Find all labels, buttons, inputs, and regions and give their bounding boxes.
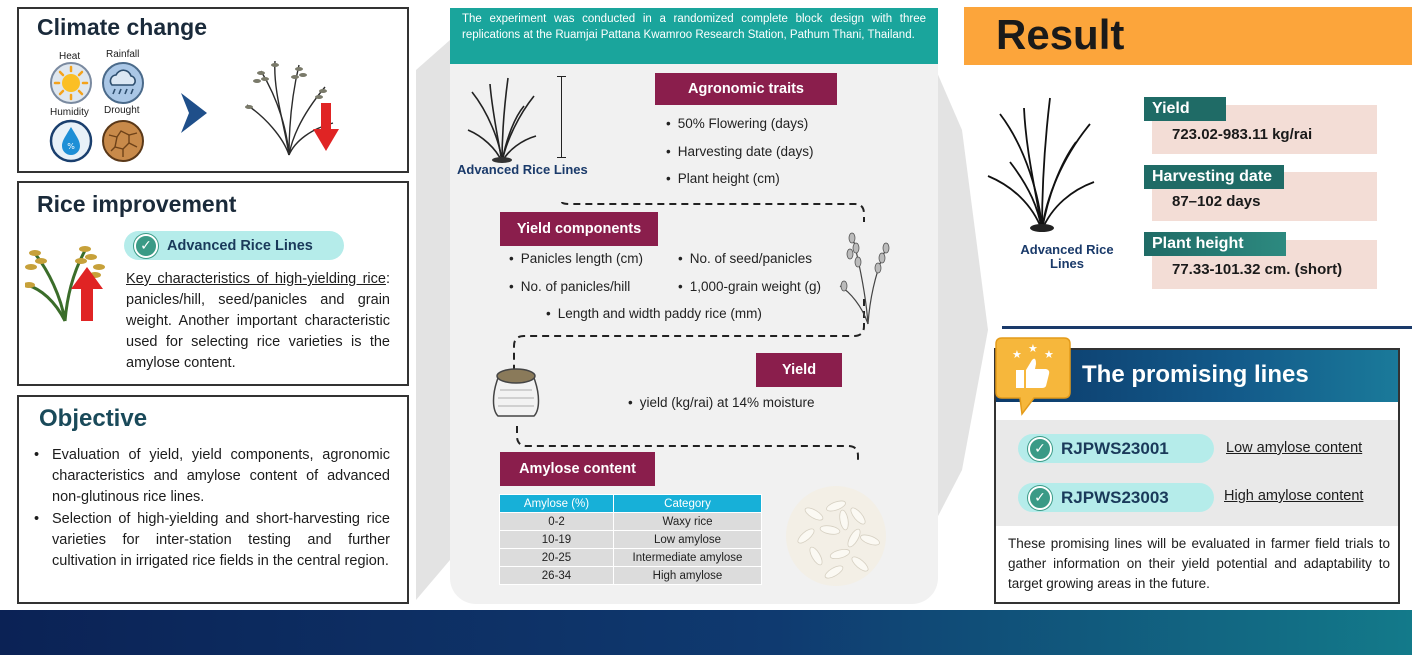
amylose-column-header: Amylose (%) (500, 495, 614, 513)
advanced-rice-lines-pill (124, 231, 344, 260)
category-column-header: Category (614, 495, 762, 513)
rice-plant-decline-icon (239, 51, 339, 162)
svg-text:★: ★ (1044, 348, 1054, 361)
line-rjpws23003-note: High amylose content (1224, 488, 1364, 504)
agronomic-item-3: • Plant height (cm) (666, 171, 780, 186)
rice-improvement-text (126, 269, 390, 374)
yield-item: • yield (kg/rai) at 14% moisture (628, 395, 815, 410)
line-rjpws23001-note: Low amylose content (1226, 440, 1363, 456)
amylose-cell: 26-34 (500, 567, 614, 585)
yield-label: Yield (1144, 97, 1226, 121)
category-cell: High amylose (614, 567, 762, 585)
method-banner-text: The experiment was conducted in a randomized complete block design with three replications at the Ruamjai Pattana Kwamroo Research Station, Pathum Thani, Thailand. (462, 13, 926, 41)
yield-component-item-3: • No. of panicles/hill (509, 279, 630, 294)
humidity-drop-icon (49, 119, 93, 168)
category-cell: Waxy rice (614, 513, 762, 531)
rice-panicle-icon (838, 226, 898, 331)
rain-cloud-icon (101, 61, 145, 110)
line-rjpws23003-pill (1018, 483, 1214, 512)
svg-text:★: ★ (1028, 342, 1038, 355)
result-plant-label: Advanced Rice Lines (1020, 242, 1114, 271)
objective-title: Objective (39, 405, 148, 432)
height-indicator-bottom (557, 157, 566, 158)
svg-text:%: % (67, 142, 75, 151)
yield-component-item-1: • Panicles length (cm) (509, 251, 643, 266)
svg-text:★: ★ (1012, 348, 1022, 361)
method-banner (450, 8, 938, 64)
height-indicator-line (561, 76, 562, 158)
yield-components-header: Yield components (500, 212, 658, 246)
table-row (500, 567, 762, 585)
rice-grains-icon (784, 484, 888, 593)
amylose-cell: 10-19 (500, 531, 614, 549)
key-characteristics-label: Key characteristics of high-yielding rice (126, 271, 386, 287)
table-row (500, 531, 762, 549)
table-row (500, 549, 762, 567)
climate-change-title: Climate change (37, 14, 207, 40)
objective-panel (17, 395, 409, 604)
table-row (500, 513, 762, 531)
climate-change-panel (17, 7, 409, 173)
agronomic-item-2: • Harvesting date (days) (666, 144, 814, 159)
harvesting-date-value: 87–102 days (1172, 193, 1261, 210)
thumbs-up-badge-icon (990, 336, 1076, 421)
yield-value: 723.02-983.11 kg/rai (1172, 126, 1313, 143)
rainfall-label: Rainfall (106, 49, 140, 60)
check-icon: ✓ (1028, 486, 1052, 510)
yield-component-item-5: • Length and width paddy rice (mm) (546, 306, 762, 321)
amylose-table (499, 494, 762, 585)
line-rjpws23001-name: RJPWS23001 (1061, 438, 1169, 458)
rice-improvement-panel (17, 181, 409, 386)
amylose-content-header: Amylose content (500, 452, 655, 486)
promising-lines-title: The promising lines (1082, 361, 1309, 388)
footer-band (0, 610, 1412, 655)
humidity-label: Humidity (50, 107, 89, 118)
objective-item-2 (34, 509, 390, 572)
line-rjpws23003-name: RJPWS23003 (1061, 487, 1169, 507)
result-rice-plant-icon (986, 88, 1096, 239)
result-title: Result (996, 11, 1125, 58)
yield-component-item-4: • 1,000-grain weight (g) (678, 279, 821, 294)
advanced-rice-lines-label: Advanced Rice Lines (167, 237, 313, 254)
objective-item-1-text: Evaluation of yield, yield components, agronomic characteristics and amylose content of advanced non-glutinous rice lines. (52, 447, 390, 505)
yield-component-item-2: • No. of seed/panicles (678, 251, 812, 266)
yield-header: Yield (756, 353, 842, 387)
promising-lines-footer: These promising lines will be evaluated in farmer field trials to gather information on their yield potential and adaptability to target growing areas in the future. (1008, 536, 1390, 591)
objective-item-2-text: Selection of high-yielding and short-harvesting rice varieties for inter-station testing and further cultivation in irrigated rice fields in the central region. (52, 511, 390, 569)
rice-improvement-title: Rice improvement (37, 191, 237, 217)
agronomic-item-1: • 50% Flowering (days) (666, 116, 808, 131)
result-divider (1002, 326, 1412, 329)
rice-sack-icon (490, 364, 542, 425)
key-characteristics-text: : panicles/hill, seed/panicles and grain weight. Another important characteristic used for selecting rice varieties is the amylose content. (126, 271, 390, 371)
arrow-right-icon (179, 91, 209, 140)
method-plant-label: Advanced Rice Lines (457, 162, 588, 177)
rice-plant-icon (466, 72, 538, 169)
harvesting-date-label: Harvesting date (1144, 165, 1284, 189)
plant-height-label: Plant height (1144, 232, 1286, 256)
agronomic-traits-header: Agronomic traits (655, 73, 837, 105)
check-icon: ✓ (1028, 437, 1052, 461)
height-indicator-top (557, 76, 566, 77)
cracked-soil-icon (101, 119, 145, 168)
drought-label: Drought (104, 105, 140, 116)
check-icon: ✓ (134, 234, 158, 258)
plant-height-value: 77.33-101.32 cm. (short) (1172, 261, 1343, 278)
category-cell: Low amylose (614, 531, 762, 549)
amylose-cell: 0-2 (500, 513, 614, 531)
rice-plant-increase-icon (25, 227, 125, 328)
bullet-dot: • (34, 447, 40, 463)
category-cell: Intermediate amylose (614, 549, 762, 567)
objective-item-1 (34, 445, 390, 508)
bullet-dot: • (34, 511, 40, 527)
result-header (964, 7, 1412, 65)
amylose-cell: 20-25 (500, 549, 614, 567)
amylose-table-header-row (500, 495, 762, 513)
sun-icon (49, 61, 93, 110)
line-rjpws23001-pill (1018, 434, 1214, 463)
heat-label: Heat (59, 51, 81, 62)
